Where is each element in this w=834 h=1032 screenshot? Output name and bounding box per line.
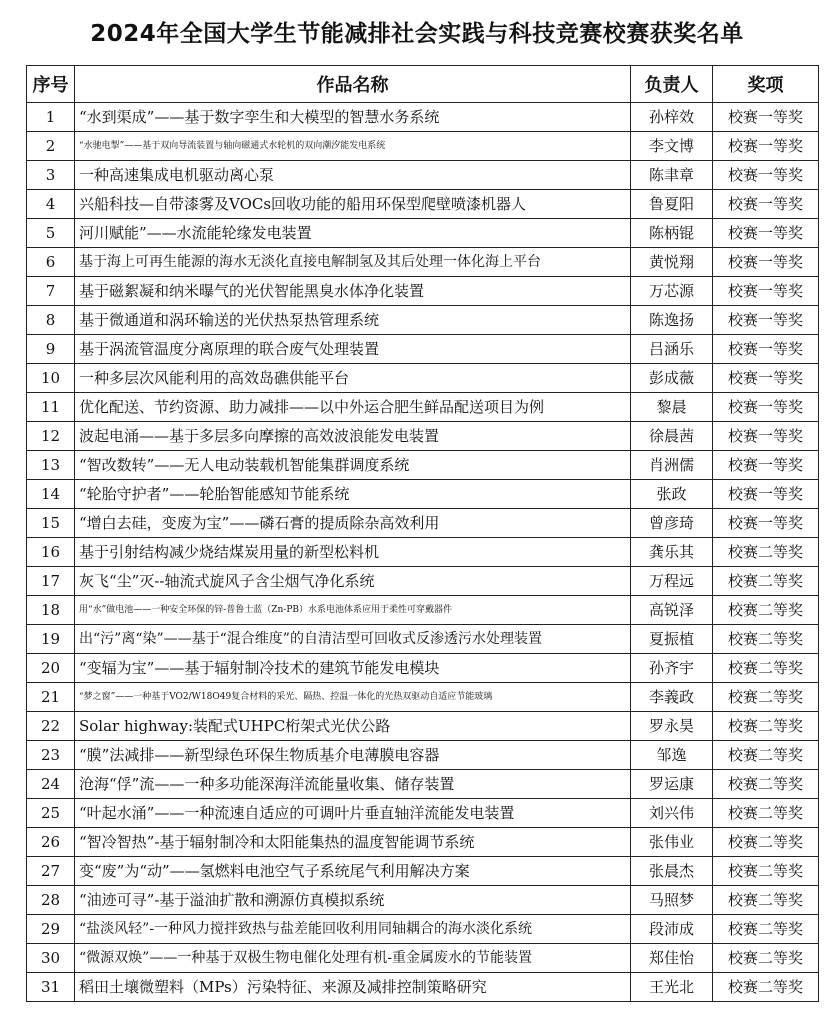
table-row	[27, 132, 819, 161]
row-title: 波起电涌——基于多层多向摩擦的高效波浪能发电装置	[75, 422, 631, 451]
row-title: 基于海上可再生能源的海水无淡化直接电解制氢及其后处理一体化海上平台	[75, 248, 631, 277]
row-award: 校赛一等奖	[713, 393, 819, 422]
row-award: 校赛一等奖	[713, 306, 819, 335]
row-title: 灰飞“尘”灭--轴流式旋风子含尘烟气净化系统	[75, 567, 631, 596]
row-owner: 张伟业	[631, 828, 713, 857]
row-award: 校赛一等奖	[713, 277, 819, 306]
header-title: 作品名称	[75, 66, 631, 103]
row-no: 7	[27, 277, 75, 306]
table-row	[27, 654, 819, 683]
table-row	[27, 277, 819, 306]
row-no: 26	[27, 828, 75, 857]
row-award: 校赛一等奖	[713, 509, 819, 538]
row-title: 优化配送、节约资源、助力减排——以中外运合肥生鲜品配送项目为例	[75, 393, 631, 422]
row-award: 校赛二等奖	[713, 625, 819, 654]
row-owner: 李義政	[631, 683, 713, 712]
row-title: 河川赋能”——水流能轮缘发电装置	[75, 219, 631, 248]
row-title: “膜”法减排——新型绿色环保生物质基介电薄膜电容器	[75, 741, 631, 770]
row-title: “油迹可寻”-基于溢油扩散和溯源仿真模拟系统	[75, 886, 631, 915]
table-row	[27, 219, 819, 248]
table-row	[27, 451, 819, 480]
row-title: “水驰电掣”——基于双向导流装置与轴向磁通式水轮机的双向潮汐能发电系统	[75, 132, 631, 161]
row-owner: 张晨杰	[631, 857, 713, 886]
row-title: 出“污”离“染”——基于“混合维度”的自清洁型可回收式反渗透污水处理装置	[75, 625, 631, 654]
row-owner: 鲁夏阳	[631, 190, 713, 219]
row-title: “智冷智热”-基于辐射制冷和太阳能集热的温度智能调节系统	[75, 828, 631, 857]
row-award: 校赛二等奖	[713, 683, 819, 712]
row-title: 基于涡流管温度分离原理的联合废气处理装置	[75, 335, 631, 364]
table-row	[27, 712, 819, 741]
table-row	[27, 770, 819, 799]
row-award: 校赛二等奖	[713, 944, 819, 973]
row-award: 校赛一等奖	[713, 422, 819, 451]
row-title: 沧海“俘”流——一种多功能深海洋流能量收集、储存装置	[75, 770, 631, 799]
row-title: “水到渠成”——基于数字孪生和大模型的智慧水务系统	[75, 103, 631, 132]
row-award: 校赛二等奖	[713, 741, 819, 770]
row-owner: 刘兴伟	[631, 799, 713, 828]
row-owner: 邹逸	[631, 741, 713, 770]
table-row	[27, 393, 819, 422]
row-title: “增白去硅，变废为宝”——磷石膏的提质除杂高效利用	[75, 509, 631, 538]
row-no: 22	[27, 712, 75, 741]
row-title: “梦之窗”——一种基于VO2/W18O49复合材料的采光、隔热、控温一体化的光热双驱动自适应节能玻璃	[75, 683, 631, 712]
row-no: 21	[27, 683, 75, 712]
row-no: 28	[27, 886, 75, 915]
row-owner: 万程远	[631, 567, 713, 596]
row-title: “变辐为宝”——基于辐射制冷技术的建筑节能发电模块	[75, 654, 631, 683]
table-row	[27, 683, 819, 712]
row-no: 1	[27, 103, 75, 132]
row-title: “盐淡风轻”-一种风力搅拌致热与盐差能回收利用同轴耦合的海水淡化系统	[75, 915, 631, 944]
row-no: 13	[27, 451, 75, 480]
row-award: 校赛二等奖	[713, 538, 819, 567]
row-no: 3	[27, 161, 75, 190]
row-award: 校赛二等奖	[713, 973, 819, 1002]
row-owner: 彭成薇	[631, 364, 713, 393]
row-title: Solar highway:装配式UHPC桁架式光伏公路	[75, 712, 631, 741]
row-award: 校赛二等奖	[713, 828, 819, 857]
row-title: 兴船科技—自带漆雾及VOCs回收功能的船用环保型爬壁喷漆机器人	[75, 190, 631, 219]
table-row	[27, 944, 819, 973]
table-row	[27, 857, 819, 886]
row-no: 14	[27, 480, 75, 509]
row-title: 基于磁絮凝和纳米曝气的光伏智能黑臭水体净化装置	[75, 277, 631, 306]
row-no: 19	[27, 625, 75, 654]
row-title: “轮胎守护者”——轮胎智能感知节能系统	[75, 480, 631, 509]
row-title: 一种多层次风能利用的高效岛礁供能平台	[75, 364, 631, 393]
row-no: 11	[27, 393, 75, 422]
row-owner: 张政	[631, 480, 713, 509]
row-title: 用“水”做电池——一种安全环保的锌-普鲁士蓝（Zn-PB）水系电池体系应用于柔性可穿戴器件	[75, 596, 631, 625]
row-award: 校赛一等奖	[713, 248, 819, 277]
table-row	[27, 103, 819, 132]
row-award: 校赛一等奖	[713, 161, 819, 190]
row-title: 一种高速集成电机驱动离心泵	[75, 161, 631, 190]
row-no: 31	[27, 973, 75, 1002]
row-owner: 吕涵乐	[631, 335, 713, 364]
row-no: 9	[27, 335, 75, 364]
row-owner: 李文博	[631, 132, 713, 161]
row-no: 29	[27, 915, 75, 944]
row-award: 校赛一等奖	[713, 132, 819, 161]
row-award: 校赛二等奖	[713, 596, 819, 625]
row-owner: 陈聿章	[631, 161, 713, 190]
row-award: 校赛一等奖	[713, 190, 819, 219]
row-title: “微源双焕”——一种基于双极生物电催化处理有机-重金属废水的节能装置	[75, 944, 631, 973]
row-title: “智改数转”——无人电动装载机智能集群调度系统	[75, 451, 631, 480]
table-row	[27, 480, 819, 509]
row-owner: 黄悦翔	[631, 248, 713, 277]
row-no: 20	[27, 654, 75, 683]
table-row	[27, 828, 819, 857]
row-title: 稻田土壤微塑料（MPs）污染特征、来源及减排控制策略研究	[75, 973, 631, 1002]
row-owner: 罗永昊	[631, 712, 713, 741]
row-award: 校赛二等奖	[713, 712, 819, 741]
row-award: 校赛一等奖	[713, 364, 819, 393]
row-owner: 陈柄锟	[631, 219, 713, 248]
row-award: 校赛一等奖	[713, 103, 819, 132]
award-table	[26, 65, 819, 1002]
row-no: 6	[27, 248, 75, 277]
row-no: 15	[27, 509, 75, 538]
row-title: 基于引射结构减少烧结煤炭用量的新型松料机	[75, 538, 631, 567]
row-owner: 黎晨	[631, 393, 713, 422]
row-no: 12	[27, 422, 75, 451]
table-row	[27, 248, 819, 277]
row-no: 30	[27, 944, 75, 973]
row-award: 校赛二等奖	[713, 886, 819, 915]
row-owner: 夏振植	[631, 625, 713, 654]
row-owner: 龚乐其	[631, 538, 713, 567]
row-no: 4	[27, 190, 75, 219]
table-row	[27, 799, 819, 828]
row-no: 17	[27, 567, 75, 596]
header-award: 奖项	[713, 66, 819, 103]
table-row	[27, 190, 819, 219]
row-owner: 孙齐宇	[631, 654, 713, 683]
table-row	[27, 335, 819, 364]
row-owner: 肖洲儒	[631, 451, 713, 480]
row-title: 变“废”为“动”——氢燃料电池空气子系统尾气利用解决方案	[75, 857, 631, 886]
table-row	[27, 509, 819, 538]
row-owner: 郑佳怡	[631, 944, 713, 973]
table-row	[27, 567, 819, 596]
row-owner: 马照梦	[631, 886, 713, 915]
row-no: 18	[27, 596, 75, 625]
table-row	[27, 625, 819, 654]
page-title: 2024年全国大学生节能减排社会实践与科技竞赛校赛获奖名单	[90, 21, 744, 47]
table-row	[27, 422, 819, 451]
table-row	[27, 915, 819, 944]
row-award: 校赛二等奖	[713, 799, 819, 828]
table-row	[27, 741, 819, 770]
header-no: 序号	[27, 66, 75, 103]
header-row	[27, 66, 819, 103]
row-no: 27	[27, 857, 75, 886]
row-owner: 曾彦琦	[631, 509, 713, 538]
table-row	[27, 596, 819, 625]
row-owner: 徐晨茜	[631, 422, 713, 451]
table-row	[27, 538, 819, 567]
row-no: 5	[27, 219, 75, 248]
row-award: 校赛一等奖	[713, 219, 819, 248]
row-award: 校赛二等奖	[713, 770, 819, 799]
row-no: 23	[27, 741, 75, 770]
row-award: 校赛一等奖	[713, 451, 819, 480]
table-row	[27, 886, 819, 915]
row-owner: 王光北	[631, 973, 713, 1002]
row-title: “叶起水涌”——一种流速自适应的可调叶片垂直轴洋流能发电装置	[75, 799, 631, 828]
row-owner: 罗运康	[631, 770, 713, 799]
row-award: 校赛二等奖	[713, 654, 819, 683]
header-owner: 负责人	[631, 66, 713, 103]
row-no: 24	[27, 770, 75, 799]
row-owner: 陈逸扬	[631, 306, 713, 335]
row-award: 校赛二等奖	[713, 915, 819, 944]
row-award: 校赛一等奖	[713, 480, 819, 509]
table-row	[27, 306, 819, 335]
row-no: 10	[27, 364, 75, 393]
row-award: 校赛一等奖	[713, 335, 819, 364]
row-no: 8	[27, 306, 75, 335]
table-row	[27, 364, 819, 393]
row-title: 基于微通道和涡环输送的光伏热泵热管理系统	[75, 306, 631, 335]
table-row	[27, 973, 819, 1002]
row-owner: 段沛成	[631, 915, 713, 944]
row-owner: 高锐泽	[631, 596, 713, 625]
row-award: 校赛二等奖	[713, 567, 819, 596]
row-no: 16	[27, 538, 75, 567]
row-no: 2	[27, 132, 75, 161]
table-row	[27, 161, 819, 190]
row-award: 校赛二等奖	[713, 857, 819, 886]
row-owner: 万芯源	[631, 277, 713, 306]
row-owner: 孙梓效	[631, 103, 713, 132]
row-no: 25	[27, 799, 75, 828]
